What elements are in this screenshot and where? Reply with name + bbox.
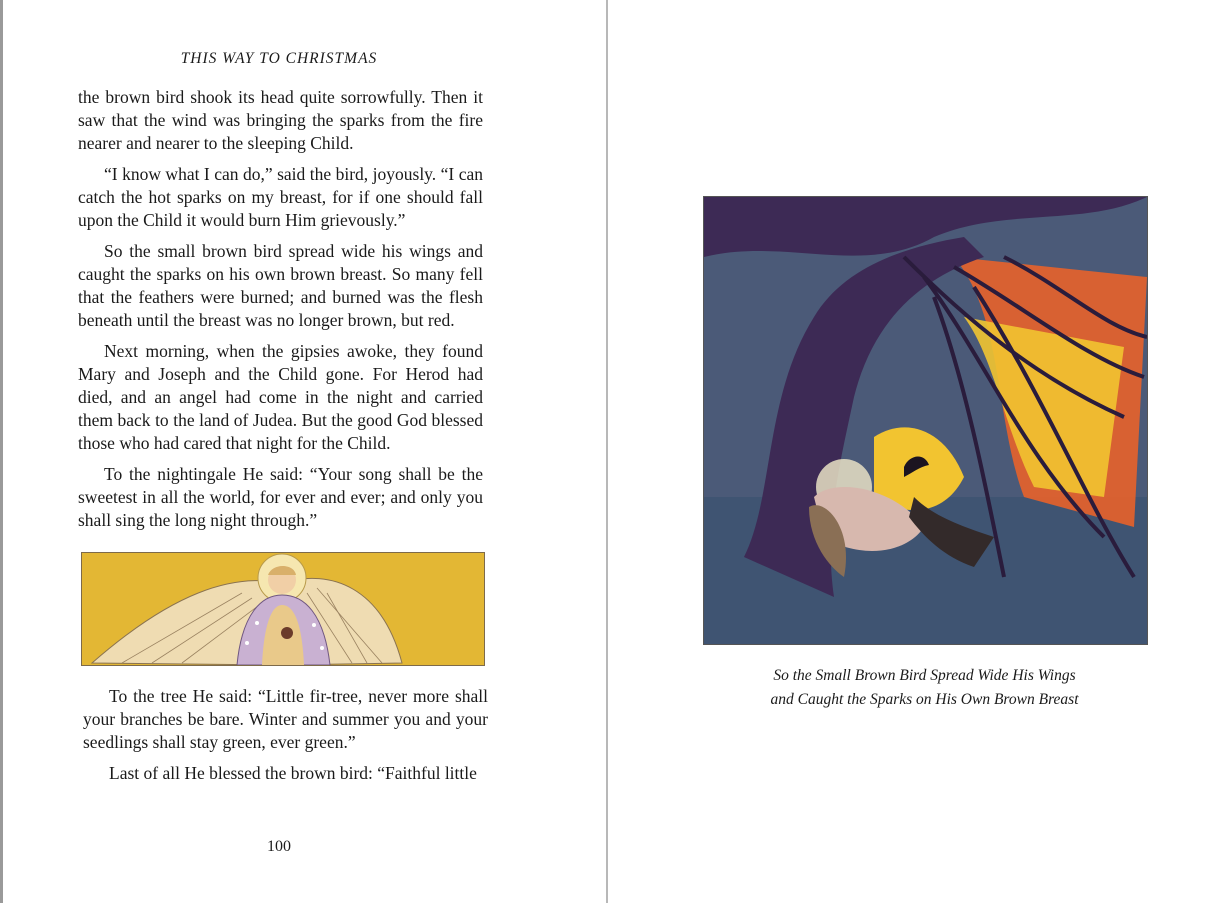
paragraph: To the nightingale He said: “Your song shall be the sweetest in all the world, for ever and ever; and only you shall sing the long night through.” [78, 464, 483, 530]
left-page [3, 0, 606, 903]
paragraph: Last of all He blessed the brown bird: “Faithful little [109, 763, 477, 783]
right-page [608, 0, 1211, 903]
running-head: THIS WAY TO CHRISTMAS [180, 50, 378, 67]
angel-vignette-art [82, 553, 484, 665]
body-text-top [78, 86, 483, 540]
paragraph: the brown bird shook its head quite sorrowfully. Then it saw that the wind was bringing the sparks from the fire nearer and nearer to the sleeping Child. [78, 87, 483, 153]
paragraph: So the small brown bird spread wide his wings and caught the sparks on his own brown breast. So many fell that the feathers were burned; and burned was the flesh beneath until the breast was no longer brown, but red. [78, 241, 483, 330]
paragraph: Next morning, when the gipsies awoke, they found Mary and Joseph and the Child gone. For Herod had died, and an angel had come in the night and carried them back to the land of Judea. But the good God blessed those who had cared that night for the Child. [78, 341, 483, 453]
page-number: 100 [267, 838, 291, 855]
caption-line: and Caught the Sparks on His Own Brown Breast [770, 691, 1079, 708]
angel-vignette-illustration [81, 552, 485, 666]
paragraph: To the tree He said: “Little fir-tree, never more shall your branches be bare. Winter and summer you and your seedlings shall stay green, ever green.” [83, 686, 488, 752]
caption-line: So the Small Brown Bird Spread Wide His Wings [773, 667, 1076, 684]
plate-caption [703, 664, 1146, 712]
body-text-bottom [83, 685, 488, 793]
color-plate-illustration [703, 196, 1148, 645]
paragraph: “I know what I can do,” said the bird, joyously. “I can catch the hot sparks on my breast, for if one should fall upon the Child it would burn Him grievously.” [78, 164, 483, 230]
bird-fire-art [704, 197, 1147, 644]
